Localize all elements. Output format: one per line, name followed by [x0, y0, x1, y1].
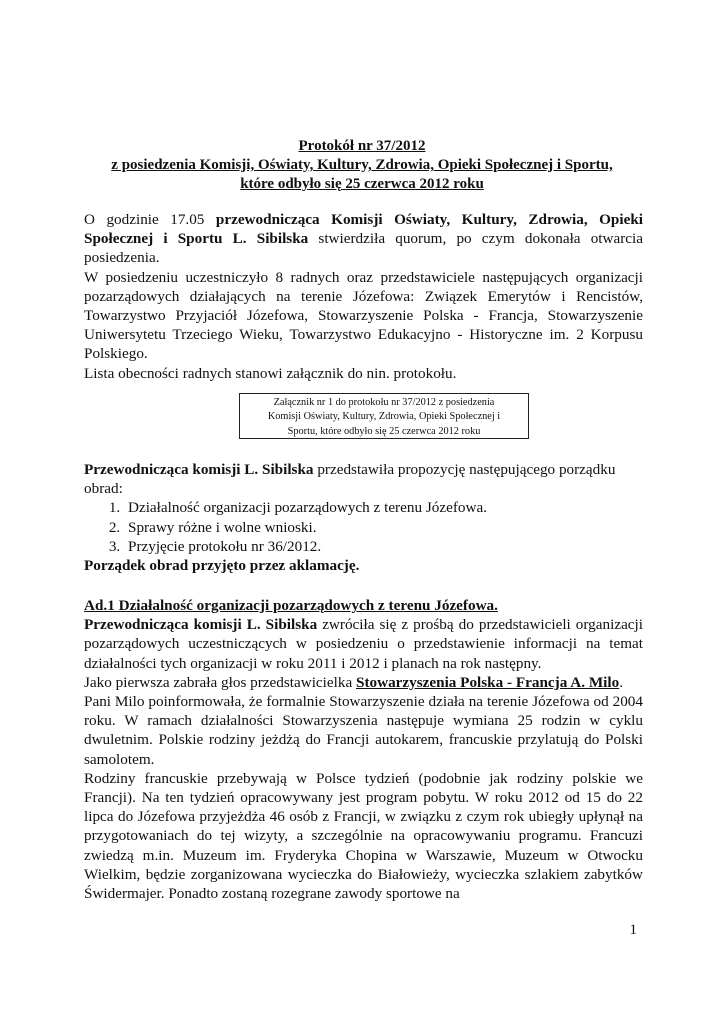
page-number: 1	[629, 922, 637, 938]
protocol-subtitle: z posiedzenia Komisji, Oświaty, Kultury, Zdrowia, Opieki Społecznej i Sportu,	[111, 157, 613, 173]
attachment-note-line: Sportu, które odbyło się 25 czerwca 2012 roku	[287, 425, 481, 437]
attachment-note-line: Komisji Oświaty, Kultury, Zdrowia, Opieki Społecznej i	[267, 411, 501, 423]
agenda-item: 1. Działalność organizacji pozarządowych z terenu Józefowa.	[124, 498, 643, 517]
intro-section	[84, 210, 643, 383]
intro-paragraph-3: Lista obecności radnych stanowi załącznik do nin. protokołu.	[84, 364, 457, 382]
section-1-paragraph-4: Rodziny francuskie przebywają w Polsce tydzień (podobnie jak rodziny polskie we Francji). Na ten tydzień opracowywany jest program pobytu. W roku 2012 od 15 do 22 lipca do Józefowa przyjeżdża 46 osób z Francji, w związku z czym rok ubiegły upłynął na przygotowaniach do tej wizyty, a szczególnie na opracowywaniu programu. Francuzi zwiedzą m.in. Muzeum im. Fryderyka Chopina w Warszawie, Muzeum w Otwocku Wielkim, będzie zorganizowana wycieczka do Białowieży, wycieczka szlakiem zabytków Świdermajer. Ponadto zostaną rozegrane zawody sportowe na	[84, 769, 643, 903]
agenda-list	[84, 498, 643, 556]
agenda-accepted: Porządek obrad przyjęto przez aklamację.	[84, 557, 360, 575]
section-1-paragraph-3: Pani Milo poinformowała, że formalnie Stowarzyszenie działa na terenie Józefowa od 2004 roku. W ramach działalności Stowarzyszenia następuje wymiana 25 rodzin w cyklu dwuletnim. Polskie rodziny jeżdżą do Francji autokarem, francuskie przylatują do Polski samolotem.	[84, 693, 643, 768]
section-1-paragraph-1: Przewodnicząca komisji L. Sibilska zwróciła się z prośbą do przedstawicieli organizacji pozarządowych uczestniczących w posiedzeniu o przedstawienie informacji na temat działalności tych organizacji w roku 2011 i 2012 i planach na rok następny.	[84, 616, 643, 672]
intro-paragraph-2: W posiedzeniu uczestniczyło 8 radnych oraz przedstawiciele następujących organizacji pozarządowych działających na terenie Józefowa: Związek Emerytów i Rencistów, Towarzystwo Przyjaciół Józefowa, Stowarzyszenie Polska - Francja, Stowarzyszenie Uniwersytetu Trzeciego Wieku, Towarzystwo Edukacyjno - Historyczne im. 2 Korpusu Polskiego.	[84, 268, 643, 363]
section-1	[84, 596, 643, 903]
agenda-item: 3. Przyjęcie protokołu nr 36/2012.	[124, 537, 643, 556]
agenda-item: 2. Sprawy różne i wolne wnioski.	[124, 518, 643, 537]
attachment-note-box	[239, 393, 529, 439]
agenda-lead: Przewodnicząca komisji L. Sibilska przedstawiła propozycję następującego porządku obrad:	[84, 461, 616, 498]
agenda-section	[84, 460, 643, 575]
protocol-header	[84, 137, 640, 194]
intro-paragraph-1: O godzinie 17.05 przewodnicząca Komisji Oświaty, Kultury, Zdrowia, Opieki Społecznej i Sportu L. Sibilska stwierdziła quorum, po czym dokonała otwarcia posiedzenia.	[84, 211, 644, 267]
section-1-paragraph-2: Jako pierwsza zabrała głos przedstawicielka Stowarzyszenia Polska - Francja A. Milo.	[84, 673, 624, 691]
attachment-note-line: Załącznik nr 1 do protokołu nr 37/2012 z posiedzenia	[273, 397, 495, 408]
protocol-date: które odbyło się 25 czerwca 2012 roku	[240, 176, 484, 192]
section-1-heading: Ad.1 Działalność organizacji pozarządowych z terenu Józefowa.	[84, 597, 498, 614]
protocol-title: Protokół nr 37/2012	[298, 138, 426, 154]
